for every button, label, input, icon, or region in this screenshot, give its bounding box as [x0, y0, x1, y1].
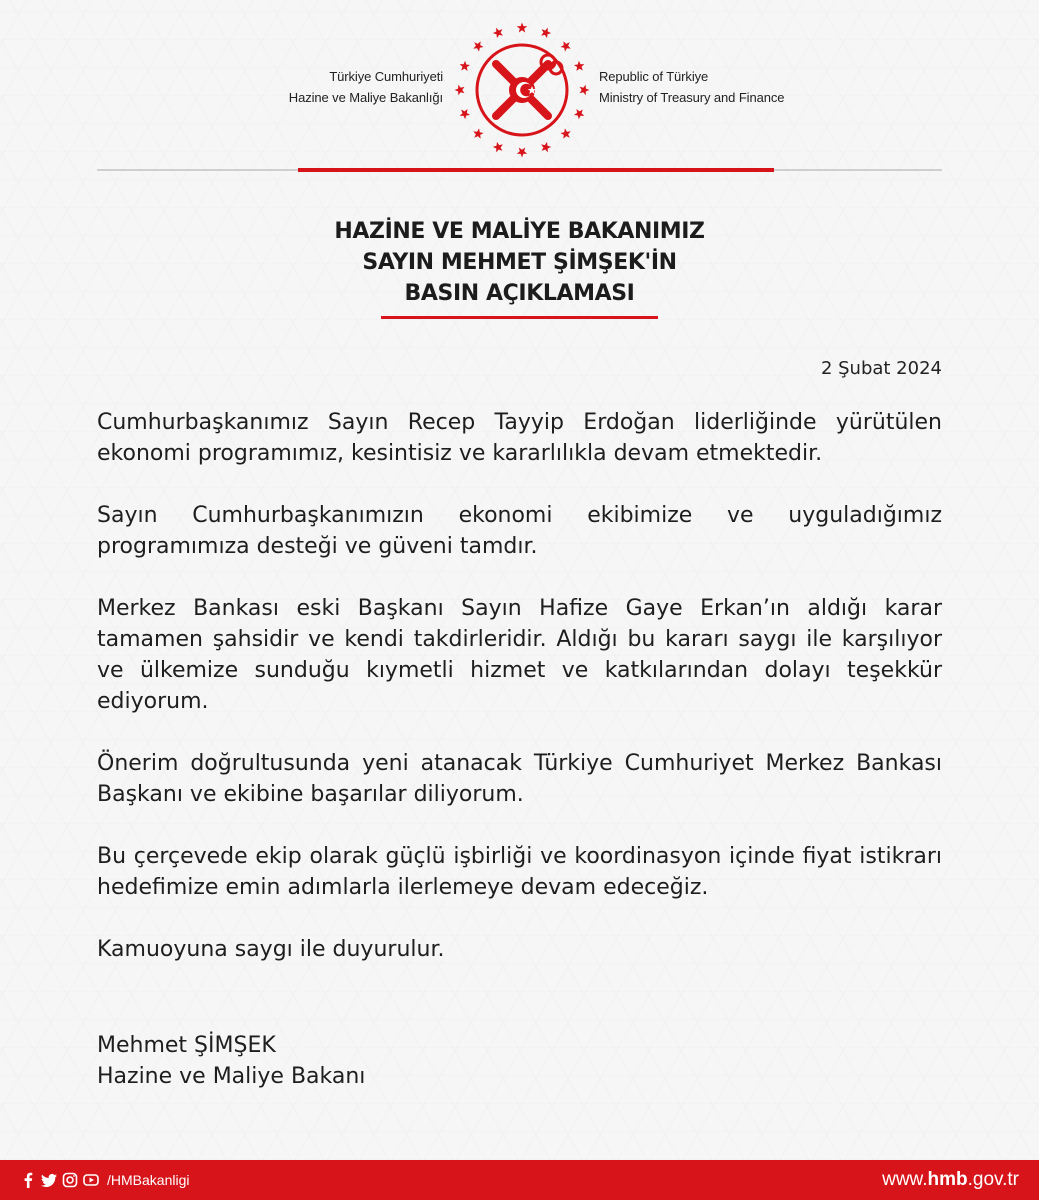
title-line3: BASIN AÇIKLAMASI: [404, 281, 635, 306]
site-prefix: www.: [882, 1169, 928, 1190]
social-handle[interactable]: /HMBakanligi: [107, 1172, 190, 1188]
emblem-star: [460, 61, 470, 71]
title-line2: SAYIN MEHMET ŞİMŞEK'İN: [362, 250, 677, 275]
emblem-star: [493, 142, 503, 152]
emblem-star: [517, 148, 527, 158]
press-release-title: [0, 216, 1039, 309]
org-name-turkish: [289, 66, 443, 108]
statement-body: [97, 407, 942, 996]
site-suffix: .gov.tr: [967, 1169, 1019, 1190]
youtube-icon[interactable]: [83, 1172, 99, 1188]
org-en-line2: Ministry of Treasury and Finance: [599, 90, 785, 105]
emblem-star: [560, 41, 570, 51]
header-divider-accent: [298, 168, 774, 172]
title-underline: [381, 316, 658, 319]
paragraph: Bu çerçevede ekip olarak güçlü işbirliği ve koordinasyon içinde fiyat istikrarı hedefimize emin adımlarla ilerlemeye devam edeceğiz.: [97, 844, 942, 900]
emblem-star: [560, 128, 570, 138]
signature-block: [97, 1030, 365, 1092]
emblem-star: [473, 128, 483, 138]
emblem-star: [580, 85, 590, 95]
facebook-icon[interactable]: [20, 1172, 36, 1188]
emblem-star: [574, 61, 584, 71]
title-line1: HAZİNE VE MALİYE BAKANIMIZ: [334, 219, 705, 244]
instagram-icon[interactable]: [62, 1172, 78, 1188]
emblem-star: [460, 109, 470, 119]
signatory-name: Mehmet ŞİMŞEK: [97, 1033, 276, 1058]
site-domain: hmb: [927, 1169, 968, 1190]
social-links: [20, 1171, 189, 1189]
emblem-star: [455, 85, 465, 95]
emblem-star: [541, 28, 551, 38]
twitter-icon[interactable]: [41, 1172, 57, 1188]
website-link[interactable]: [882, 1169, 1019, 1191]
footer-bar: [0, 1160, 1039, 1200]
paragraph: Kamuoyuna saygı ile duyurulur.: [97, 937, 445, 962]
emblem-star: [517, 23, 527, 33]
letterhead: [0, 0, 1039, 172]
emblem-star: [493, 28, 503, 38]
org-en-line1: Republic of Türkiye: [599, 69, 709, 84]
paragraph: Önerim doğrultusunda yeni atanacak Türkiye Cumhuriyet Merkez Bankası Başkanı ve ekibine başarılar diliyorum.: [97, 751, 942, 807]
emblem-star: [541, 142, 551, 152]
release-date: 2 Şubat 2024: [820, 358, 942, 379]
org-tr-line2: Hazine ve Maliye Bakanlığı: [288, 90, 443, 105]
paragraph: Cumhurbaşkanımız Sayın Recep Tayyip Erdoğan liderliğinde yürütülen ekonomi programımız, kesintisiz ve kararlılıkla devam etmektedir.: [97, 410, 942, 466]
signatory-role: Hazine ve Maliye Bakanı: [97, 1064, 366, 1089]
paragraph: Sayın Cumhurbaşkanımızın ekonomi ekibimize ve uyguladığımız programımıza desteği ve güveni tamdır.: [97, 503, 942, 559]
paragraph: Merkez Bankası eski Başkanı Sayın Hafize Gaye Erkan’ın aldığı karar tamamen şahsidir ve kendi takdirleridir. Aldığı bu kararı saygı ile karşılıyor ve ülkemize sunduğu kıymetli hizmet ve katkılarından dolayı teşekkür ediyorum.: [97, 596, 942, 714]
ministry-emblem-icon: [452, 16, 592, 164]
emblem-star: [473, 41, 483, 51]
org-tr-line1: Türkiye Cumhuriyeti: [329, 69, 443, 84]
org-name-english: [599, 66, 784, 108]
emblem-star: [574, 109, 584, 119]
